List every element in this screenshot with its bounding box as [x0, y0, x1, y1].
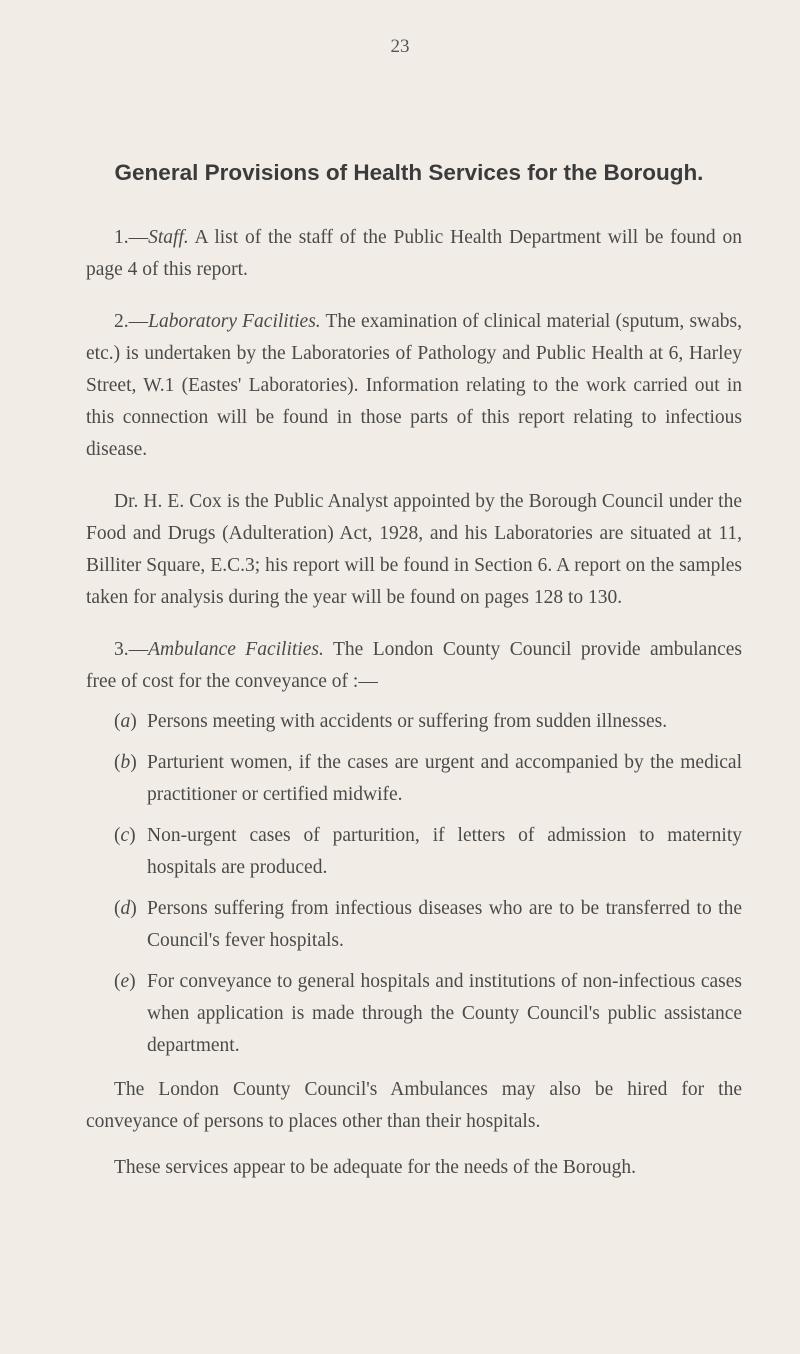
list-item [86, 966, 742, 1062]
list-item [86, 893, 742, 957]
section-laboratory [86, 306, 742, 466]
list-item [86, 820, 742, 884]
section-text: A list of the staff of the Public Health Department will be found on page 4 of this report. [86, 227, 742, 280]
section-text: The London County Council provide ambulances free of cost for the conveyance of :— [86, 639, 742, 692]
public-analyst-paragraph [86, 486, 742, 614]
adequacy-paragraph: These services appear to be adequate for the needs of the Borough. [114, 1157, 636, 1178]
section-text: The examination of clinical material (sputum, swabs, etc.) is undertaken by the Laboratories of Pathology and Public Health at 6, Harley Street, W.1 (Eastes' Laboratories). Information relating to the work carried out in this connection will be found in those parts of this report relating to infectious disease. [86, 311, 742, 460]
list-item [86, 706, 742, 738]
section-number: 2.— [114, 311, 149, 332]
section-number: 3.— [114, 639, 149, 660]
list-item-text: For conveyance to general hospitals and institutions of non-infectious cases when application is made through the County Council's public assistance department. [147, 971, 742, 1056]
list-item-mark: (a) [114, 711, 137, 732]
document-body [86, 222, 742, 1204]
list-item [86, 747, 742, 811]
page-title: General Provisions of Health Services for the Borough. [114, 160, 704, 185]
list-item-mark: (e) [114, 971, 136, 992]
list-item-mark: (c) [114, 825, 136, 846]
section-staff [86, 222, 742, 286]
list-item-text: Parturient women, if the cases are urgent and accompanied by the medical practitioner or certified midwife. [147, 752, 742, 805]
section-heading: Laboratory Facilities. [148, 311, 321, 332]
section-heading: Ambulance Facilities. [148, 639, 324, 660]
list-item-text: Persons meeting with accidents or suffering from sudden illnesses. [147, 711, 668, 732]
section-number: 1.— [114, 227, 149, 248]
section-ambulance [86, 634, 742, 698]
paragraph-text: Dr. H. E. Cox is the Public Analyst appointed by the Borough Council under the Food and Drugs (Adulteration) Act, 1928, and his Laboratories are situated at 11, Billiter Square, E.C.3; his report will be found in Section 6. A report on the samples taken for analysis during the year will be found on pages 128 to 130. [86, 491, 742, 608]
ambulance-list [86, 706, 742, 1062]
hire-paragraph: The London County Council's Ambulances may also be hired for the conveyance of persons to places other than their hospitals. [86, 1079, 742, 1132]
page-number: 23 [390, 36, 410, 57]
list-item-text: Persons suffering from infectious diseases who are to be transferred to the Council's fever hospitals. [147, 898, 742, 951]
section-heading: Staff. [148, 227, 189, 248]
list-item-mark: (b) [114, 752, 137, 773]
list-item-mark: (d) [114, 898, 137, 919]
list-item-text: Non-urgent cases of parturition, if letters of admission to maternity hospitals are produced. [147, 825, 742, 878]
